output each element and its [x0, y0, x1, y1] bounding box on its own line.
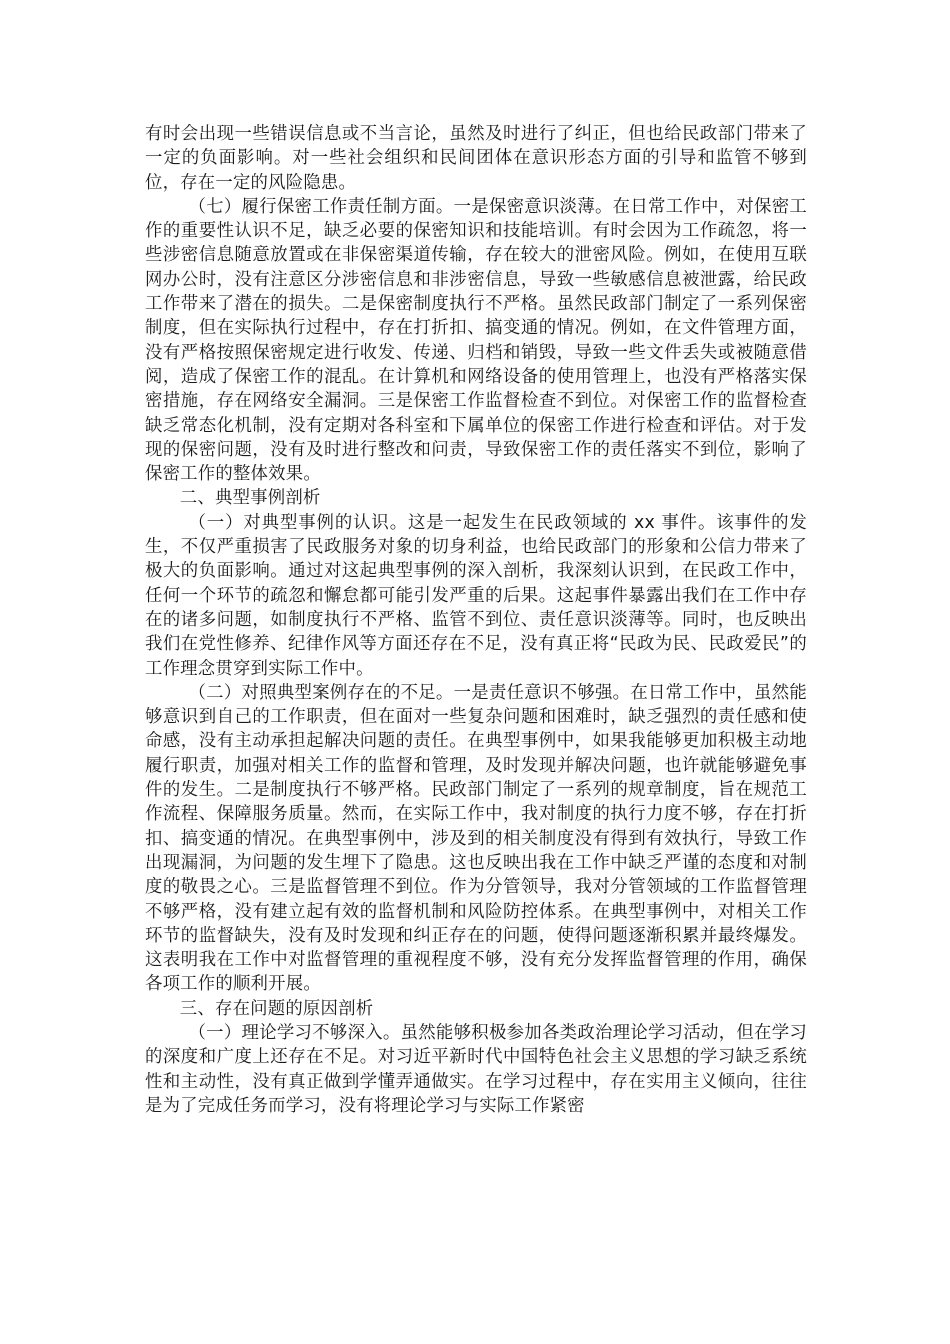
- paragraph-case-shortcomings: （二）对照典型案例存在的不足。一是责任意识不够强。在日常工作中，虽然能够意识到自己的工作职责，但在面对一些复杂问题和困难时，缺乏强烈的责任感和使命感，没有主动承担起解决问题的责任。在典型事例中，如果我能够更加积极主动地履行职责，加强对相关工作的监督和管理，及时发现并解决问题，也许就能够避免事件的发生。二是制度执行不够严格。民政部门制定了一系列的规章制度，旨在规范工作流程、保障服务质量。然而，在实际工作中，我对制度的执行力度不够，存在打折扣、搞变通的情况。在典型事例中，涉及到的相关制度没有得到有效执行，导致工作出现漏洞，为问题的发生埋下了隐患。这也反映出我在工作中缺乏严谨的态度和对制度的敬畏之心。三是监督管理不到位。作为分管领导，我对分管领域的工作监督管理不够严格，没有建立起有效的监督机制和风险防控体系。在典型事例中，对相关工作环节的监督缺失，没有及时发现和纠正存在的问题，使得问题逐渐积累并最终爆发。这表明我在工作中对监督管理的重视程度不够，没有充分发挥监督管理的作用，确保各项工作的顺利开展。: [145, 682, 807, 995]
- section-heading-typical-cases: 二、典型事例剖析: [179, 488, 321, 509]
- paragraph-case-understanding: （一）对典型事例的认识。这是一起发生在民政领域的 xx 事件。该事件的发生，不仅严重损害了民政服务对象的切身利益，也给民政部门的形象和公信力带来了极大的负面影响。通过对这起典型事例的深入剖析，我深刻认识到，在民政工作中，任何一个环节的疏忽和懈怠都可能引发严重的后果。这起事件暴露出我们在工作中存在的诸多问题，如制度执行不严格、监管不到位、责任意识淡薄等。同时，也反映出我们在党性修养、纪律作风等方面还存在不足，没有真正将“民政为民、民政爱民”的工作理念贯穿到实际工作中。: [145, 512, 807, 679]
- paragraph-confidentiality: （七）履行保密工作责任制方面。一是保密意识淡薄。在日常工作中，对保密工作的重要性认识不足，缺乏必要的保密知识和技能培训。有时会因为工作疏忽，将一些涉密信息随意放置或在非保密渠道传输，存在较大的泄密风险。例如，在使用互联网办公时，没有注意区分涉密信息和非涉密信息，导致一些敏感信息被泄露，给民政工作带来了潜在的损失。二是保密制度执行不严格。虽然民政部门制定了一系列保密制度，但在实际执行过程中，存在打折扣、搞变通的情况。例如，在文件管理方面，没有严格按照保密规定进行收发、传递、归档和销毁，导致一些文件丢失或被随意借阅，造成了保密工作的混乱。在计算机和网络设备的使用管理上，也没有严格落实保密措施，存在网络安全漏洞。三是保密工作监督检查不到位。对保密工作的监督检查缺乏常态化机制，没有定期对各科室和下属单位的保密工作进行检查和评估。对于发现的保密问题，没有及时进行整改和问责，导致保密工作的责任落实不到位，影响了保密工作的整体效果。: [145, 196, 807, 485]
- paragraph-continuation: 有时会出现一些错误信息或不当言论，虽然及时进行了纠正，但也给民政部门带来了一定的负面影响。对一些社会组织和民间团体在意识形态方面的引导和监管不够到位，存在一定的风险隐患。: [145, 124, 807, 193]
- document-page: [145, 122, 807, 1118]
- section-heading-cause-analysis: 三、存在问题的原因剖析: [179, 998, 374, 1019]
- paragraph-theory-study: （一）理论学习不够深入。虽然能够积极参加各类政治理论学习活动，但在学习的深度和广度上还存在不足。对习近平新时代中国特色社会主义思想的学习缺乏系统性和主动性，没有真正做到学懂弄通做实。在学习过程中，存在实用主义倾向，往往是为了完成任务而学习，没有将理论学习与实际工作紧密: [145, 1022, 807, 1116]
